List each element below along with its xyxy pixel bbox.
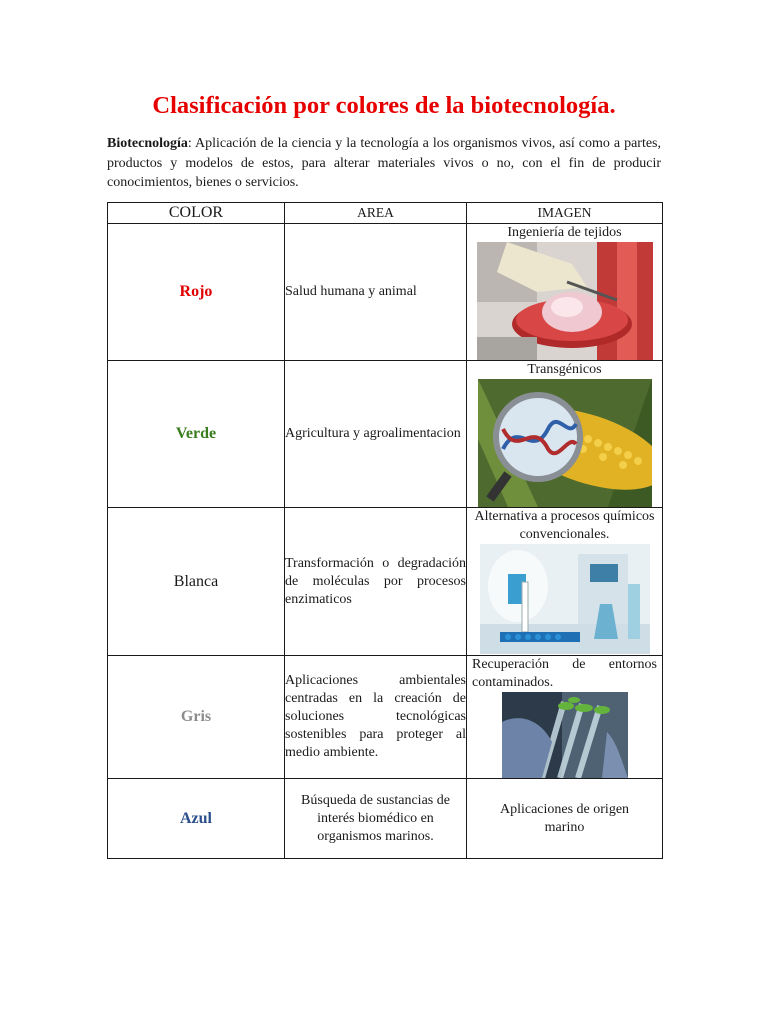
image-caption: Ingeniería de tejidos (507, 225, 622, 240)
color-cell (108, 508, 285, 656)
header-area: AREA (285, 203, 467, 224)
color-name-rojo: Rojo (179, 283, 213, 300)
intro-definition: : Aplicación de la ciencia y la tecnología a los organismos vivos, así como a partes, productos y modelos de estos, para alterar materiales vivos o no, con el fin de producir conocimientos, bienes o servicios. (107, 136, 661, 190)
color-name-verde: Verde (175, 425, 217, 442)
area-cell: Búsqueda de sustancias de interés biomédico en organismos marinos. (285, 779, 467, 859)
color-cell (108, 224, 285, 361)
lab-pipette-photo (480, 544, 650, 654)
area-cell: Salud humana y animal (285, 224, 467, 361)
table-row (108, 361, 663, 508)
color-name-blanca: Blanca (173, 572, 219, 590)
area-cell: Agricultura y agroalimentacion (285, 361, 467, 508)
area-cell: Transformación o degradación de moléculas por procesos enzimaticos (285, 508, 467, 656)
image-cell (467, 361, 663, 508)
color-name-azul: Azul (180, 809, 212, 827)
intro-paragraph (107, 134, 661, 193)
image-cell (467, 224, 663, 361)
color-cell (108, 779, 285, 859)
plant-test-tubes-photo (502, 692, 628, 778)
image-caption: Alternativa a procesos químicos convencionales. (474, 509, 655, 542)
table-row (108, 779, 663, 859)
table-header-row (108, 203, 663, 224)
image-cell (467, 779, 663, 859)
table-row (108, 224, 663, 361)
petri-dish-tissue-photo (477, 242, 653, 360)
header-image: IMAGEN (467, 203, 663, 224)
intro-term: Biotecnología (107, 136, 188, 151)
color-cell (108, 656, 285, 779)
image-caption: Aplicaciones de origen marino (499, 801, 630, 835)
color-name-gris: Gris (180, 708, 212, 725)
color-cell (108, 361, 285, 508)
header-color: COLOR (108, 203, 285, 224)
table-row (108, 508, 663, 656)
image-caption: Transgénicos (527, 362, 602, 377)
table-row (108, 656, 663, 779)
image-cell (467, 508, 663, 656)
area-cell: Aplicaciones ambientales centradas en la creación de soluciones tecnológicas sostenibles para proteger al medio ambiente. (285, 656, 467, 779)
corn-dna-magnifier-photo (478, 379, 652, 507)
image-caption: Recuperación de entornos contaminados. (472, 657, 657, 690)
biotech-color-table (107, 202, 663, 859)
page-title: Clasificación por colores de la biotecnología. (152, 92, 616, 119)
image-cell (467, 656, 663, 779)
